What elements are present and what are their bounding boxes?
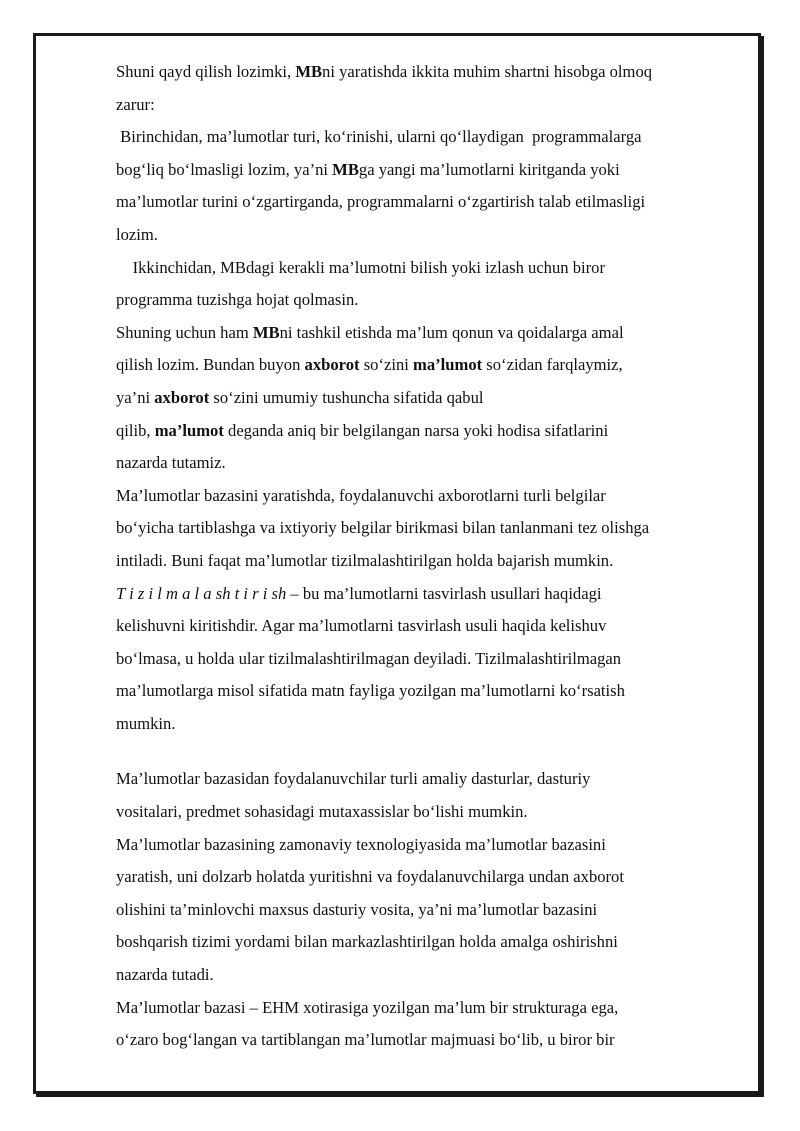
text-run: programma tuzishga hojat qolmasin.: [116, 290, 359, 310]
text-line: [116, 252, 732, 285]
text-run: Ma’lumotlar bazasi – EHM xotirasiga yozilgan ma’lum bir strukturaga ega,: [116, 997, 619, 1017]
text-run: Ma’lumotlar bazasining zamonaviy texnologiyasida ma’lumotlar bazasini: [116, 834, 606, 854]
bold-term: MB: [252, 322, 280, 342]
text-run: Ma’lumotlar bazasini yaratishda, foydalanuvchi axborotlarni turli belgilar: [116, 485, 606, 505]
text-run: boshqarish tizimi yordami bilan markazlashtirilgan holda amalga oshirishni: [116, 932, 618, 952]
text-line: [116, 512, 732, 545]
text-run: kelishuvni kiritishdir. Agar ma’lumotlarni tasvirlash usuli haqida kelishuv: [116, 616, 607, 636]
text-line: [116, 610, 732, 643]
text-line: [116, 382, 732, 415]
text-run: ma’lumotlarga misol sifatida matn fayliga yozilgan ma’lumotlarni ko‘rsatish: [116, 681, 625, 701]
text-line: [116, 186, 732, 219]
text-run: nazarda tutamiz.: [116, 453, 226, 473]
text-run: Ma’lumotlar bazasidan foydalanuvchilar turli amaliy dasturlar, dasturiy: [116, 769, 591, 789]
text-line: [116, 894, 732, 927]
text-line: [116, 708, 732, 741]
text-line: [116, 675, 732, 708]
text-line: [116, 1024, 732, 1057]
paragraph-gap: [116, 740, 732, 763]
text-run: ni tashkil etishda ma’lum qonun va qoidalarga amal: [279, 322, 624, 342]
text-run: ni yaratishda ikkita muhim shartni hisobga olmoq: [322, 62, 653, 81]
text-line: [116, 317, 732, 350]
text-run: bog‘liq bo‘lmasligi lozim, ya’ni: [116, 159, 333, 179]
text-line: [116, 415, 732, 448]
text-line: [116, 829, 732, 862]
text-run: zarur:: [116, 94, 155, 114]
text-line: [116, 861, 732, 894]
bold-term: axborot: [154, 387, 210, 407]
bold-term: ma’lumot: [413, 355, 483, 375]
text-line: [116, 545, 732, 578]
document-body: [116, 56, 732, 1057]
text-run: lozim.: [116, 224, 158, 244]
text-line: [116, 219, 732, 252]
text-run: bo‘yicha tartiblashga va ixtiyoriy belgilar birikmasi bilan tanlanmani tez olishga: [116, 518, 650, 538]
text-run: ga yangi ma’lumotlarni kiritganda yoki: [358, 159, 620, 179]
text-line: [116, 349, 732, 382]
text-run: vositalari, predmet sohasidagi mutaxassislar bo‘lishi mumkin.: [116, 802, 528, 822]
text-line: [116, 992, 732, 1025]
text-run: o‘zaro bog‘langan va tartiblangan ma’lumotlar majmuasi bo‘lib, u biror bir: [116, 1030, 615, 1050]
text-run: – bu ma’lumotlarni tasvirlash usullari haqidagi: [286, 583, 602, 603]
text-line: [116, 796, 732, 829]
text-run: nazarda tutadi.: [116, 965, 214, 985]
text-run: so‘zini umumiy tushuncha sifatida qabul: [209, 387, 484, 407]
text-line: [116, 763, 732, 796]
bold-term: MB: [332, 159, 359, 179]
text-run: so‘zidan farqlaymiz,: [482, 355, 623, 375]
text-run: yaratish, uni dolzarb holatda yuritishni va foydalanuvchilarga undan axborot: [116, 867, 624, 887]
text-run: intiladi. Buni faqat ma’lumotlar tizilmalashtirilgan holda bajarish mumkin.: [116, 550, 614, 570]
bold-term: axborot: [304, 355, 360, 375]
text-run: Shuning uchun ham: [116, 322, 253, 342]
text-line: [116, 154, 732, 187]
text-run: Shuni qayd qilish lozimki,: [116, 62, 296, 81]
text-line: [116, 56, 732, 89]
text-run: ya’ni: [116, 387, 155, 407]
bold-term: ma’lumot: [154, 420, 224, 440]
text-line: [116, 480, 732, 513]
text-line: [116, 447, 732, 480]
text-line: [116, 89, 732, 122]
bold-term: MB: [295, 62, 323, 81]
text-line: [116, 926, 732, 959]
text-run: Birinchidan, ma’lumotlar turi, ko‘rinishi, ularni qo‘llaydigan programmalarga: [116, 127, 642, 147]
text-line: [116, 284, 732, 317]
text-line: [116, 121, 732, 154]
text-run: deganda aniq bir belgilangan narsa yoki hodisa sifatlarini: [223, 420, 609, 440]
text-run: mumkin.: [116, 713, 176, 733]
text-run: qilish lozim. Bundan buyon: [116, 355, 305, 375]
text-line: [116, 959, 732, 992]
text-run: so‘zini: [359, 355, 414, 375]
text-line: [116, 643, 732, 676]
text-line: [116, 578, 732, 611]
text-run: Ikkinchidan, MBdagi kerakli ma’lumotni bilish yoki izlash uchun biror: [116, 257, 605, 277]
text-run: bo‘lmasa, u holda ular tizilmalashtirilmagan deyiladi. Tizilmalashtirilmagan: [116, 648, 622, 668]
text-run: olishini ta’minlovchi maxsus dasturiy vosita, ya’ni ma’lumotlar bazasini: [116, 899, 598, 919]
italic-term: T i z i l m a l a sh t i r i sh: [116, 583, 287, 603]
text-run: ma’lumotlar turini o‘zgartirganda, programmalarni o‘zgartirish talab etilmasligi: [116, 192, 646, 212]
text-run: qilib,: [116, 420, 155, 440]
